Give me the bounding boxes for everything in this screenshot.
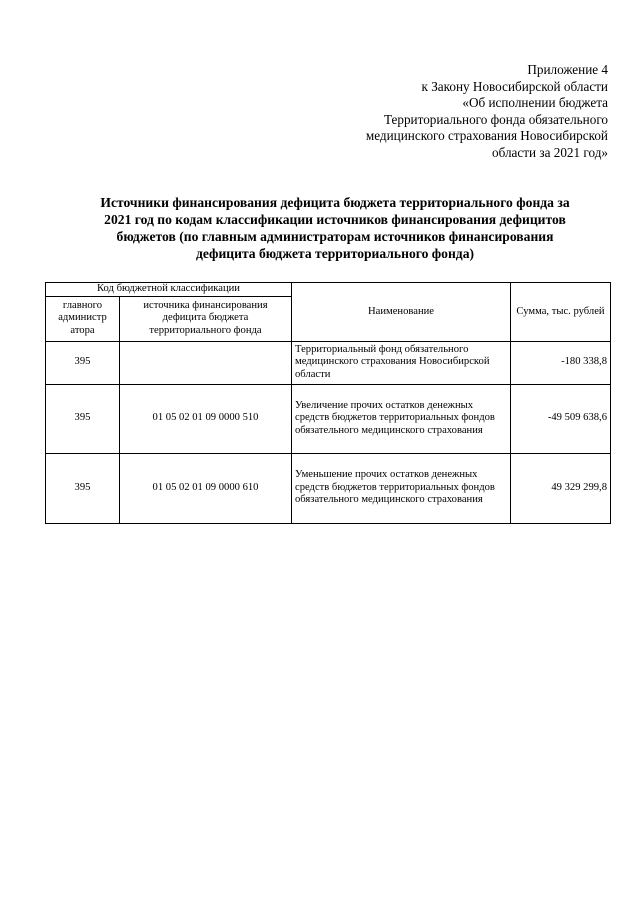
appendix-line: Территориального фонда обязательного xyxy=(383,111,608,127)
header-admin: главного администр атора xyxy=(46,296,120,341)
document-title xyxy=(60,194,610,262)
appendix-line: медицинского страхования Новосибирской xyxy=(365,128,608,144)
cell-source: 01 05 02 01 09 0000 610 xyxy=(120,453,292,523)
table-row xyxy=(46,341,611,384)
cell-source xyxy=(120,341,292,384)
table-header-row xyxy=(46,283,611,297)
table-row xyxy=(46,384,611,453)
financing-sources-table xyxy=(45,282,611,524)
cell-admin: 395 xyxy=(46,453,120,523)
appendix-line: Приложение 4 xyxy=(527,62,608,77)
cell-name: Увеличение прочих остатков денежных средств бюджетов территориальных фондов обязательного медицинского страхования xyxy=(292,384,511,453)
cell-admin: 395 xyxy=(46,341,120,384)
header-budget-code: Код бюджетной классификации xyxy=(46,283,292,297)
title-line: дефицита бюджета территориального фонда) xyxy=(195,246,475,261)
table-row xyxy=(46,453,611,523)
cell-admin: 395 xyxy=(46,384,120,453)
cell-sum: 49 329 299,8 xyxy=(511,453,611,523)
appendix-reference xyxy=(366,62,608,162)
title-line: 2021 год по кодам классификации источников финансирования дефицитов xyxy=(104,212,566,227)
cell-source: 01 05 02 01 09 0000 510 xyxy=(120,384,292,453)
cell-name: Территориальный фонд обязательного медицинского страхования Новосибирской области xyxy=(292,341,511,384)
title-line: Источники финансирования дефицита бюджета территориального фонда за xyxy=(100,195,570,210)
cell-sum: -180 338,8 xyxy=(511,341,611,384)
title-line: бюджетов (по главным администраторам источников финансирования xyxy=(116,229,554,244)
header-name: Наименование xyxy=(292,283,511,342)
appendix-line: «Об исполнении бюджета xyxy=(462,95,608,111)
cell-name: Уменьшение прочих остатков денежных средств бюджетов территориальных фондов обязательного медицинского страхования xyxy=(292,453,511,523)
header-source: источника финансирования дефицита бюджета территориального фонда xyxy=(120,296,292,341)
header-sum: Сумма, тыс. рублей xyxy=(511,283,611,342)
appendix-line: области за 2021 год» xyxy=(491,144,608,160)
cell-sum: -49 509 638,6 xyxy=(511,384,611,453)
appendix-line: к Закону Новосибирской области xyxy=(421,78,608,94)
